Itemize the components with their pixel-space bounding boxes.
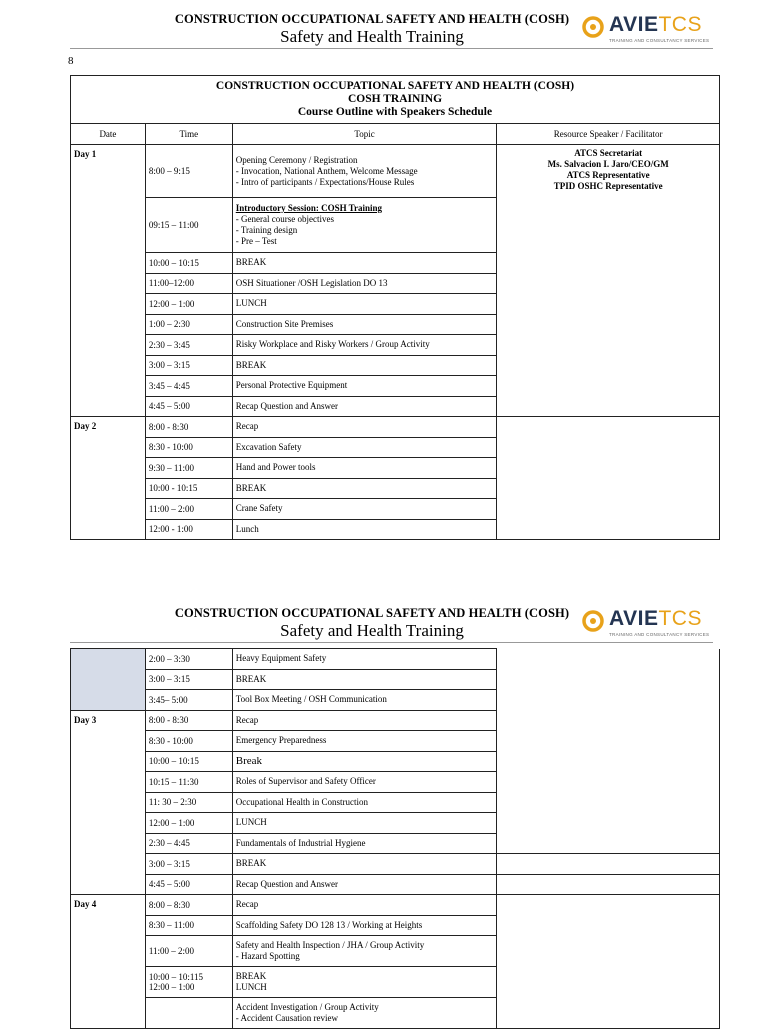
speaker-cell — [497, 895, 720, 1029]
time-line: 10:00 - 10:15 — [148, 483, 198, 494]
time-cell — [145, 198, 232, 253]
time-cell — [145, 915, 232, 936]
topic-line: - Invocation, National Anthem, Welcome Message — [235, 165, 418, 176]
time-line: 12:00 – 1:00 — [148, 817, 195, 828]
topic-line: Personal Protective Equipment — [235, 380, 348, 391]
logo-mark-icon — [582, 16, 604, 38]
topic-line: BREAK — [235, 359, 267, 370]
topic-cell — [232, 690, 497, 711]
day2-rows — [71, 417, 720, 540]
col-speaker: Resource Speaker / Facilitator — [497, 124, 720, 145]
time-cell — [145, 792, 232, 813]
topic-line: Construction Site Premises — [235, 318, 334, 329]
topic-line: Recap — [235, 714, 259, 725]
topic-cell — [232, 669, 497, 690]
time-cell — [145, 936, 232, 967]
topic-line: Scaffolding Safety DO 128 13 / Working at Heights — [235, 919, 423, 930]
topic-cell — [232, 833, 497, 854]
time-line: 8:00 - 8:30 — [148, 715, 189, 726]
logo-tagline: TRAINING AND CONSULTANCY SERVICES — [609, 38, 710, 43]
topic-line: Emergency Preparedness — [235, 735, 327, 746]
topic-line: Occupational Health in Construction — [235, 796, 368, 807]
time-line: 2:30 – 3:45 — [148, 339, 190, 350]
time-cell — [145, 417, 232, 438]
topic-cell — [232, 355, 497, 376]
time-cell — [145, 669, 232, 690]
topic-cell — [232, 437, 497, 458]
time-cell — [145, 335, 232, 356]
time-cell — [145, 355, 232, 376]
topic-line: Recap Question and Answer — [235, 400, 338, 411]
header-subtitle-2: Safety and Health Training — [280, 621, 464, 640]
page-2 — [0, 594, 768, 1024]
topic-line: Roles of Supervisor and Safety Officer — [235, 776, 376, 787]
time-cell — [145, 690, 232, 711]
time-cell — [145, 376, 232, 397]
topic-cell — [232, 273, 497, 294]
time-line: 12:00 – 1:00 — [148, 298, 195, 309]
time-line: 12:00 - 1:00 — [148, 524, 193, 535]
logo-tagline: TRAINING AND CONSULTANCY SERVICES — [609, 632, 710, 637]
time-line: 8:30 - 10:00 — [148, 735, 193, 746]
time-cell — [145, 273, 232, 294]
day-cell: Day 2 — [71, 417, 146, 540]
col-topic: Topic — [232, 124, 497, 145]
time-cell — [145, 396, 232, 417]
day-cell: Day 4 — [71, 895, 146, 1029]
time-cell — [145, 499, 232, 520]
topic-line: Risky Workplace and Risky Workers / Group Activity — [235, 339, 430, 350]
topic-line: BREAK — [235, 971, 267, 981]
topic-heading: Introductory Session: COSH Training — [235, 203, 383, 213]
topic-line: LUNCH — [235, 817, 267, 828]
topic-line: - Accident Causation review — [235, 1013, 338, 1023]
time-cell — [145, 813, 232, 834]
topic-cell — [232, 417, 497, 438]
topic-line: Opening Ceremony / Registration — [235, 154, 358, 165]
time-line: 4:45 – 5:00 — [148, 879, 190, 890]
topic-line: Break — [235, 754, 263, 767]
time-line: 12:00 – 1:00 — [148, 982, 195, 992]
time-line: 3:00 – 3:15 — [148, 360, 190, 371]
schedule-table-2 — [70, 648, 720, 1029]
company-logo — [582, 13, 710, 50]
speaker-cell — [497, 145, 720, 417]
header-rule-2 — [70, 642, 713, 643]
topic-line: BREAK — [235, 858, 267, 869]
topic-line: Accident Investigation / Group Activity — [235, 1002, 379, 1012]
time-cell — [145, 833, 232, 854]
company-logo-2 — [582, 607, 710, 644]
table-row — [71, 895, 720, 916]
time-cell — [145, 874, 232, 895]
time-line: 2:30 – 4:45 — [148, 838, 190, 849]
time-cell — [145, 437, 232, 458]
time-line: 8:00 – 9:15 — [148, 166, 190, 176]
time-cell — [145, 854, 232, 875]
speaker-cell — [497, 854, 720, 875]
topic-cell — [232, 813, 497, 834]
speaker-name: Ms. Salvacion I. Jaro/CEO/GM — [547, 159, 669, 169]
page-number: 8 — [68, 55, 74, 67]
speaker-name: TPID OSHC Representative — [553, 181, 663, 191]
time-cell — [145, 145, 232, 198]
time-line: 8:00 - 8:30 — [148, 421, 189, 432]
table-row — [71, 874, 720, 895]
time-cell — [145, 710, 232, 731]
time-line: 3:00 – 3:15 — [148, 674, 190, 685]
topic-cell — [232, 792, 497, 813]
topic-cell — [232, 649, 497, 670]
topic-cell — [232, 478, 497, 499]
col-date: Date — [71, 124, 146, 145]
time-line: 3:45– 5:00 — [148, 694, 188, 705]
time-line: 3:00 – 3:15 — [148, 858, 190, 869]
schedule-table-1 — [70, 75, 720, 540]
topic-line: - Hazard Spotting — [235, 951, 300, 961]
topic-line: Recap — [235, 421, 259, 432]
topic-cell — [232, 198, 497, 253]
speaker-cell — [497, 649, 720, 711]
table-row — [71, 854, 720, 875]
topic-cell — [232, 314, 497, 335]
time-cell — [145, 458, 232, 479]
topic-line: OSH Situationer /OSH Legislation DO 13 — [235, 277, 388, 288]
topic-cell — [232, 895, 497, 916]
time-cell — [145, 314, 232, 335]
time-cell — [145, 478, 232, 499]
topic-cell — [232, 294, 497, 315]
time-line: 2:00 – 3:30 — [148, 653, 190, 664]
topic-cell — [232, 936, 497, 967]
topic-cell — [232, 854, 497, 875]
topic-line: Heavy Equipment Safety — [235, 653, 327, 664]
page2-rows — [71, 649, 720, 1029]
topic-line: Hand and Power tools — [235, 462, 316, 473]
time-line: 10:00 – 10:115 — [148, 972, 204, 982]
time-cell — [145, 751, 232, 772]
time-line: 11:00–12:00 — [148, 278, 195, 289]
topic-cell — [232, 710, 497, 731]
time-cell — [145, 649, 232, 670]
topic-line: Safety and Health Inspection / JHA / Group Activity — [235, 940, 425, 950]
time-line: 8:30 – 11:00 — [148, 920, 195, 931]
topic-line: - Pre – Test — [235, 236, 277, 246]
time-line: 8:30 - 10:00 — [148, 442, 193, 453]
col-time: Time — [145, 124, 232, 145]
topic-cell — [232, 519, 497, 540]
table-title: CONSTRUCTION OCCUPATIONAL SAFETY AND HEALTH (COSH) COSH TRAINING Course Outline with Speakers Schedule — [71, 76, 720, 124]
logo-mark-icon — [582, 610, 604, 632]
speaker-name: ATCS Secretariat — [574, 148, 643, 158]
speaker-cell — [497, 874, 720, 895]
topic-line: - Intro of participants / Expectations/House Rules — [235, 176, 415, 187]
time-cell — [145, 519, 232, 540]
topic-cell — [232, 751, 497, 772]
topic-line: Lunch — [235, 523, 259, 534]
table-row — [71, 145, 720, 198]
time-line: 8:00 – 8:30 — [148, 899, 190, 910]
header-subtitle: Safety and Health Training — [280, 27, 464, 46]
speaker-name: ATCS Representative — [566, 170, 650, 180]
topic-line: BREAK — [235, 257, 267, 268]
table-row — [71, 417, 720, 438]
logo-wordmark: AVIETCS — [609, 607, 702, 630]
time-cell — [145, 895, 232, 916]
time-line: 9:30 – 11:00 — [148, 462, 195, 473]
topic-cell — [232, 499, 497, 520]
time-line: 10:00 – 10:15 — [148, 756, 199, 767]
day-cell: Day 3 — [71, 710, 146, 895]
topic-cell — [232, 335, 497, 356]
time-cell — [145, 294, 232, 315]
header-title-2: CONSTRUCTION OCCUPATIONAL SAFETY AND HEALTH (COSH) — [174, 606, 570, 620]
day-cell — [71, 649, 146, 711]
day-cell: Day 1 — [71, 145, 146, 417]
speaker-cell — [497, 710, 720, 854]
topic-line: LUNCH — [235, 982, 267, 992]
time-cell — [145, 731, 232, 752]
time-cell — [145, 967, 232, 998]
topic-cell — [232, 458, 497, 479]
time-line: 11:00 – 2:00 — [148, 946, 195, 956]
topic-cell — [232, 145, 497, 198]
topic-cell — [232, 253, 497, 274]
topic-cell — [232, 772, 497, 793]
table-row — [71, 649, 720, 670]
topic-cell — [232, 915, 497, 936]
topic-line: Recap Question and Answer — [235, 878, 339, 889]
topic-line: LUNCH — [235, 298, 267, 309]
time-line: 11: 30 – 2:30 — [148, 797, 197, 808]
time-cell — [145, 772, 232, 793]
topic-line: BREAK — [235, 673, 267, 684]
time-line: 4:45 – 5:00 — [148, 401, 190, 412]
time-line: 10:15 – 11:30 — [148, 776, 199, 787]
logo-wordmark: AVIETCS — [609, 13, 702, 36]
header-rule — [70, 48, 713, 49]
topic-line: Excavation Safety — [235, 441, 302, 452]
topic-line: BREAK — [235, 482, 267, 493]
time-line: 3:45 – 4:45 — [148, 380, 190, 391]
topic-cell — [232, 874, 497, 895]
topic-line: - General course objectives — [235, 214, 334, 224]
topic-cell — [232, 731, 497, 752]
time-line: 1:00 – 2:30 — [148, 319, 190, 330]
topic-line: Tool Box Meeting / OSH Communication — [235, 694, 387, 705]
topic-cell — [232, 396, 497, 417]
topic-cell — [232, 376, 497, 397]
time-line: 09:15 – 11:00 — [148, 220, 199, 230]
time-cell — [145, 253, 232, 274]
topic-line: - Training design — [235, 225, 298, 235]
topic-line: Crane Safety — [235, 503, 283, 514]
day1-rows — [71, 145, 720, 417]
speaker-cell — [497, 417, 720, 540]
topic-line: Recap — [235, 899, 259, 910]
header-title: CONSTRUCTION OCCUPATIONAL SAFETY AND HEALTH (COSH) — [174, 12, 570, 26]
table-row — [71, 710, 720, 731]
topic-line: Fundamentals of Industrial Hygiene — [235, 837, 366, 848]
topic-cell — [232, 967, 497, 998]
time-line: 11:00 – 2:00 — [148, 503, 195, 514]
time-line: 10:00 – 10:15 — [148, 257, 199, 268]
